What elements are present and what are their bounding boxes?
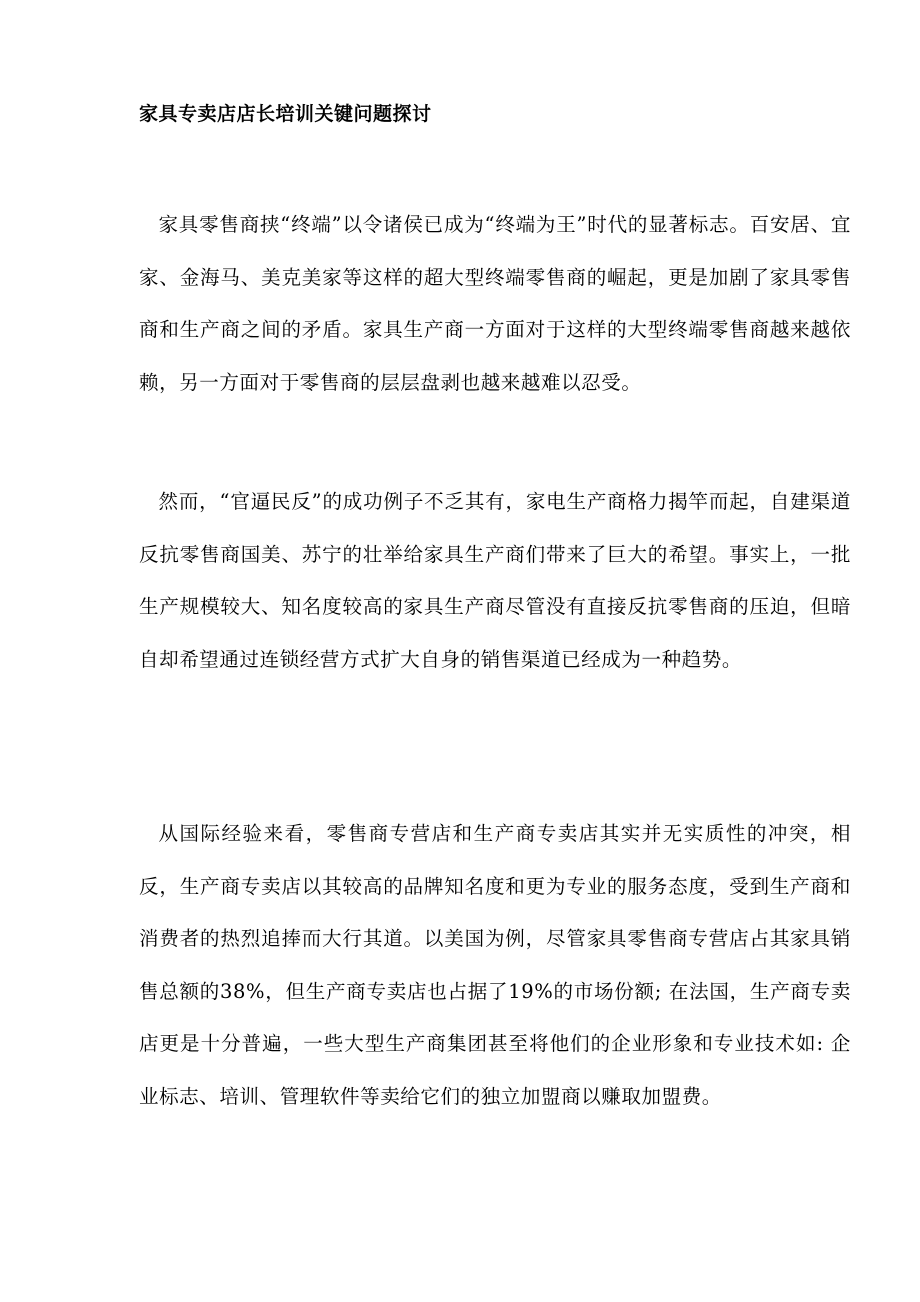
document-title: 家具专卖店店长培训关键问题探讨 [139, 103, 432, 125]
paragraph-1: 家具零售商挟“终端”以令诸侯已成为“终端为王”时代的显著标志。百安居、宜家、金海马、美克美家等这样的超大型终端零售商的崛起，更是加剧了家具零售商和生产商之间的矛盾。家具生产商一方面对于这样的大型终端零售商越来越依赖，另一方面对于零售商的层层盘剥也越来越难以忍受。 [139, 213, 851, 394]
paragraph-2: 然而，“官逼民反”的成功例子不乏其有，家电生产商格力揭竿而起，自建渠道反抗零售商国美、苏宁的壮举给家具生产商们带来了巨大的希望。事实上，一批生产规模较大、知名度较高的家具生产商尽管没有直接反抗零售商的压迫，但暗自却希望通过连锁经营方式扩大自身的销售渠道已经成为一种趋势。 [139, 490, 851, 671]
paragraph-3: 从国际经验来看，零售商专营店和生产商专卖店其实并无实质性的冲突，相反，生产商专卖店以其较高的品牌知名度和更为专业的服务态度，受到生产商和消费者的热烈追捧而大行其道。以美国为例，尽管家具零售商专营店占其家具销售总额的38%，但生产商专卖店也占据了19%的市场份额; 在法国，生产商专卖店更是十分普遍，一些大型生产商集团甚至将他们的企业形象和专业技术如: 企业标志、培训、管理软件等卖给它们的独立加盟商以赚取加盟费。 [139, 822, 851, 1108]
